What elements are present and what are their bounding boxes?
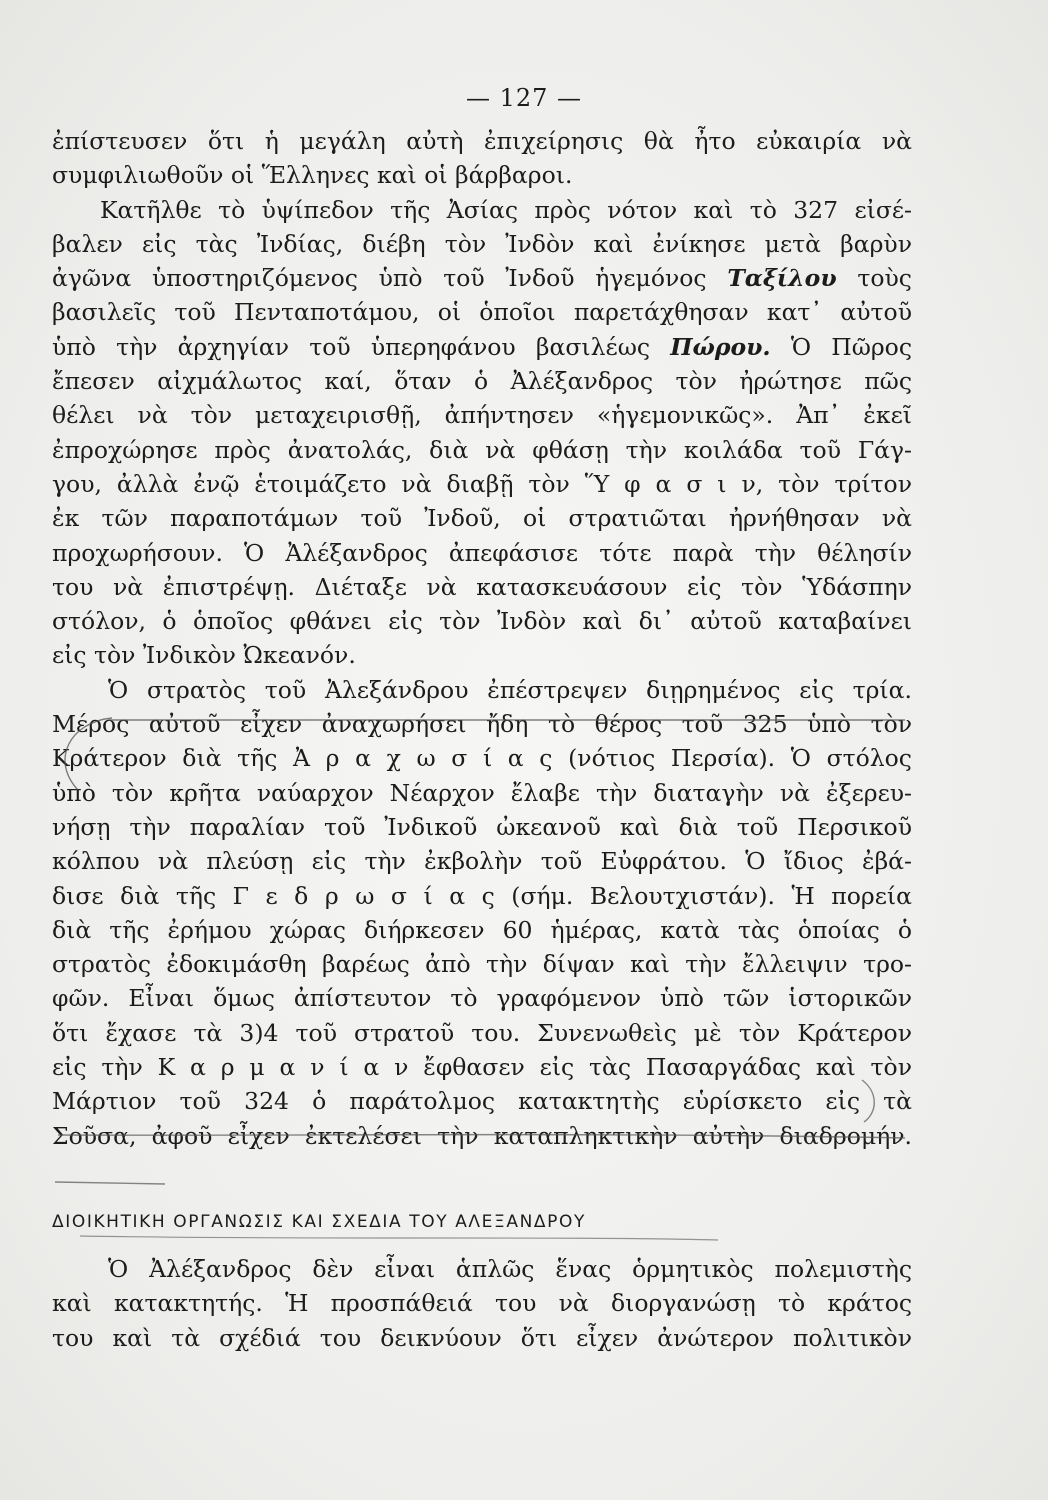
text-line: ἐπίστευσεν ὅτι ἡ μεγάλη αὐτὴ ἐπιχείρησις θὰ ἦτο εὐκαιρία νὰ	[52, 127, 912, 155]
text-line: εἰς τὴν Κ α ρ μ α ν ί α ν ἔφθασεν εἰς τὰς Πασαργάδας καὶ τὸν	[52, 1053, 912, 1082]
text-line: του καὶ τὰ σχέδιά του δεικνύουν ὅτι εἶχεν ἀνώτερον πολιτικὸν	[52, 1323, 912, 1352]
text-line: στόλον, ὁ ὁποῖος φθάνει εἰς τὸν Ἰνδὸν καὶ δι᾽ αὐτοῦ καταβαίνει	[52, 607, 912, 636]
text-line: ἐπροχώρησε πρὸς ἀνατολάς, διὰ νὰ φθάσῃ τὴν κοιλάδα τοῦ Γάγ-	[52, 435, 912, 464]
text-line: ἀγῶνα ὑποστηριζόμενος ὑπὸ τοῦ Ἰνδοῦ ἡγεμόνος Ταξίλου τοὺς	[52, 264, 912, 293]
text-line: εἰς τὸν Ἰνδικὸν Ὠκεανόν.	[52, 641, 356, 670]
text-line: ἔπεσεν αἰχμάλωτος καί, ὅταν ὁ Ἀλέξανδρος τὸν ἠρώτησε πῶς	[52, 367, 912, 396]
text-line: φῶν. Εἶναι ὅμως ἀπίστευτον τὸ γραφόμενον ὑπὸ τῶν ἱστορικῶν	[52, 984, 912, 1013]
main-text	[52, 124, 912, 1153]
pencil-underline	[55, 1182, 165, 1184]
text-line: Κράτερον διὰ τῆς Ἀ ρ α χ ω σ ί α ς (νότιος Περσία). Ὁ στόλος	[52, 744, 912, 773]
text-line: Κατῆλθε τὸ ὑψίπεδον τῆς Ἀσίας πρὸς νότον καὶ τὸ 327 εἰσέ-	[100, 195, 912, 224]
text-line: καὶ κατακτητής. Ἡ προσπάθειά του νὰ διοργανώσῃ τὸ κράτος	[52, 1289, 912, 1318]
name-arachosia: Ἀ ρ α χ ω σ ί α ς	[293, 744, 553, 773]
page-number: — 127 —	[465, 84, 583, 112]
text-line: θέλει νὰ τὸν μεταχειρισθῇ, ἀπήντησεν «ἡγεμονικῶς». Ἀπ᾽ ἐκεῖ	[52, 401, 912, 430]
text-line: βαλεν εἰς τὰς Ἰνδίας, διέβη τὸν Ἰνδὸν καὶ ἐνίκησε μετὰ βαρὺν	[52, 229, 912, 258]
text-line: βασιλεῖς τοῦ Πενταποτάμου, οἱ ὁποῖοι παρετάχθησαν κατ᾽ αὐτοῦ	[52, 298, 912, 327]
text-line: διὰ τῆς ἐρήμου χώρας διήρκεσεν 60 ἡμέρας, κατὰ τὰς ὁποίας ὁ	[52, 915, 912, 944]
text-line: ἐκ τῶν παραποτάμων τοῦ Ἰνδοῦ, οἱ στρατιῶται ἠρνήθησαν νὰ	[52, 504, 912, 533]
pencil-underline	[80, 1236, 718, 1240]
text-line: γου, ἀλλὰ ἐνῷ ἑτοιμάζετο νὰ διαβῇ τὸν Ὕ φ α σ ι ν, τὸν τρίτον	[52, 469, 912, 498]
section-text	[52, 1252, 912, 1355]
text-line: Μέρος αὐτοῦ εἶχεν ἀναχωρήσει ἤδη τὸ θέρος τοῦ 325 ὑπὸ τὸν	[52, 710, 912, 739]
name-taxilos: Ταξίλου	[727, 264, 837, 293]
text-line: προχωρήσουν. Ὁ Ἀλέξανδρος ἀπεφάσισε τότε παρὰ τὴν θέλησίν	[52, 538, 912, 567]
text-line: ὑπὸ τὸν κρῆτα ναύαρχον Νέαρχον ἔλαβε τὴν διαταγὴν νὰ ἐξερευ-	[52, 778, 912, 807]
text-line: Μάρτιον τοῦ 324 ὁ παράτολμος κατακτητὴς εὑρίσκετο εἰς τὰ	[52, 1087, 912, 1116]
text-line: του νὰ ἐπιστρέψῃ. Διέταξε νὰ κατασκευάσουν εἰς τὸν Ὑδάσπην	[52, 572, 912, 601]
text-line: νήσῃ τὴν παραλίαν τοῦ Ἰνδικοῦ ὠκεανοῦ καὶ διὰ τοῦ Περσικοῦ	[52, 812, 912, 841]
text-line: Ὁ στρατὸς τοῦ Ἀλεξάνδρου ἐπέστρεψεν διῃρημένος εἰς τρία.	[108, 675, 912, 704]
text-line: στρατὸς ἐδοκιμάσθη βαρέως ἀπὸ τὴν δίψαν καὶ τὴν ἔλλειψιν τρο-	[52, 950, 912, 979]
section-heading: ΔΙΟΙΚΗΤΙΚΗ ΟΡΓΑΝΩΣΙΣ ΚΑΙ ΣΧΕΔΙΑ ΤΟΥ ΑΛΕΞΑΝΔΡΟΥ	[52, 1212, 586, 1232]
text-line: Ὁ Ἀλέξανδρος δὲν εἶναι ἁπλῶς ἕνας ὁρμητικὸς πολεμιστὴς	[108, 1255, 912, 1283]
text-line: Σοῦσα, ἀφοῦ εἶχεν ἐκτελέσει τὴν καταπληκτικὴν αὐτὴν διαδρομήν.	[52, 1121, 912, 1150]
text-line: συμφιλιωθοῦν οἱ Ἕλληνες καὶ οἱ βάρβαροι.	[52, 161, 573, 190]
name-karmania: Κ α ρ μ α ν ί α ν	[157, 1053, 409, 1082]
name-poros: Πώρου.	[670, 332, 771, 361]
text-line: ὅτι ἔχασε τὰ 3)4 τοῦ στρατοῦ του. Συνενωθεὶς μὲ τὸν Κράτερον	[52, 1018, 912, 1047]
text-line: ὑπὸ τὴν ἀρχηγίαν τοῦ ὑπερηφάνου βασιλέως Πώρου. Ὁ Πῶρος	[52, 332, 912, 361]
text-line: κόλπου νὰ πλεύσῃ εἰς τὴν ἐκβολὴν τοῦ Εὐφράτου. Ὁ ἴδιος ἐβά-	[52, 847, 912, 876]
text-line: δισε διὰ τῆς Γ ε δ ρ ω σ ί α ς (σήμ. Βελουτχιστάν). Ἡ πορεία	[52, 881, 912, 910]
name-hyphasis: Ὕ φ α σ ι ν,	[584, 469, 764, 498]
name-gedrosia: Γ ε δ ρ ω σ ί α ς	[232, 881, 495, 910]
